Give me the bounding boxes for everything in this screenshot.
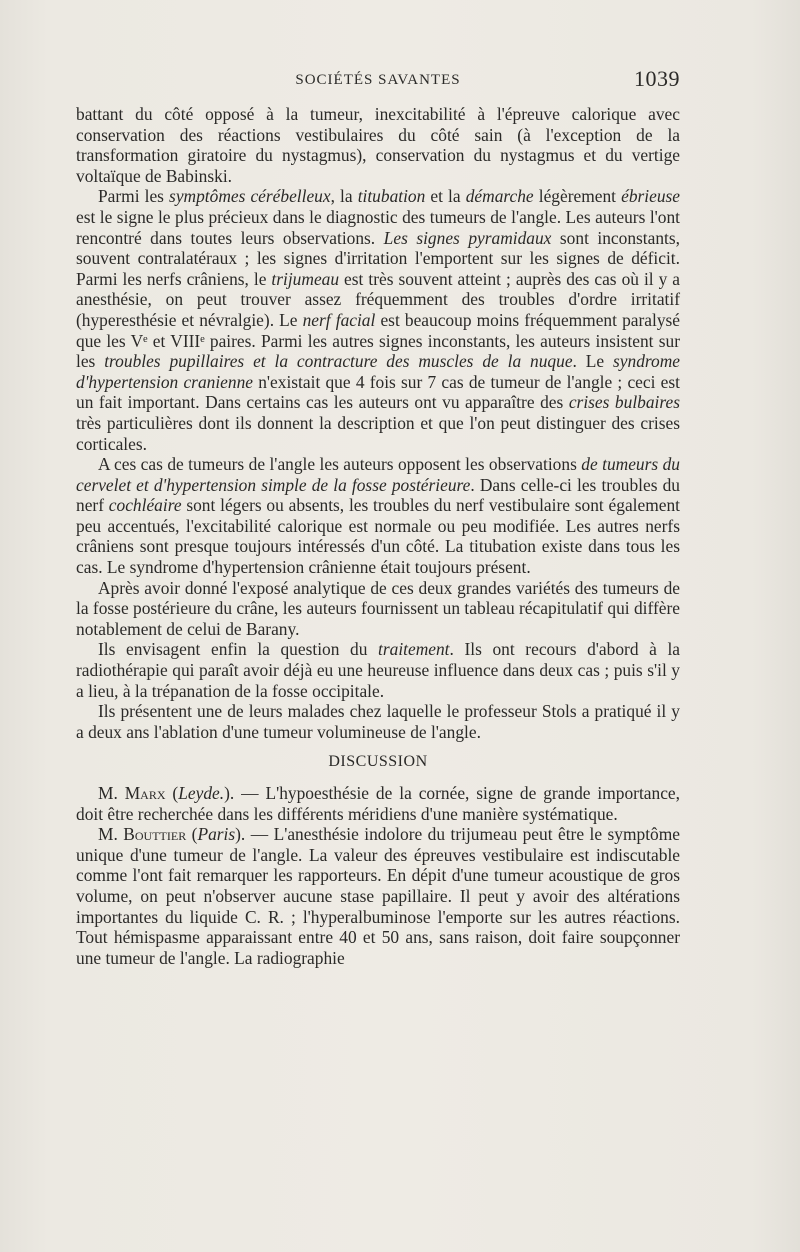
paragraph: M. Bouttier (Paris). — L'anesthésie indolore du trijumeau peut être le symptôme unique d'une tumeur de l'angle. La valeur des épreuves vestibulaire est indiscutable comme l'ont fait remarquer les rapporteurs. En dépit d'une tumeur acoustique de gros volume, on peut n'observer aucune stase papillaire. Il peut y avoir des altérations importantes du liquide C. R. ; l'hyperalbuminose l'emporte sur les autres réactions. Tout hémispasme apparaissant entre 40 et 50 ans, sans raison, doit faire soupçonner une tumeur de l'angle. La radiographie (76, 824, 680, 968)
discussion-heading: DISCUSSION (328, 753, 428, 771)
paragraph: Parmi les symptômes cérébelleux, la titubation et la démarche légèrement ébrieuse est le signe le plus précieux dans le diagnostic des tumeurs de l'angle. Les auteurs l'ont rencontré dans toutes leurs observations. Les signes pyramidaux sont inconstants, souvent contralatéraux ; les signes d'irritation l'emportent sur les signes de déficit. Parmi les nerfs crâniens, le trijumeau est très souvent atteint ; auprès des cas où il y a anesthésie, on peut trouver assez fréquemment des troubles d'ordre irritatif (hyperesthésie et névralgie). Le nerf facial est beaucoup moins fréquemment paralysé que les Vᵉ et VIIIᵉ paires. Parmi les autres signes inconstants, les auteurs insistent sur les troubles pupillaires et la contracture des muscles de la nuque. Le syndrome d'hypertension cranienne n'existait que 4 fois sur 7 cas de tumeur de l'angle ; ceci est un fait important. Dans certains cas les auteurs ont vu apparaître des crises bulbaires très particulières dont ils donnent la description et que l'on peut distinguer des crises corticales. (76, 186, 681, 454)
paragraph: M. Marx (Leyde.). — L'hypoesthésie de la cornée, signe de grande importance, doit être recherchée dans les différents méridiens d'une manière systématique. (76, 783, 681, 824)
paragraph: Après avoir donné l'exposé analytique de ces deux grandes variétés des tumeurs de la fosse postérieure du crâne, les auteurs fournissent un tableau récapitulatif qui diffère notablement de celui de Barany. (76, 577, 680, 639)
running-title: SOCIÉTÉS SAVANTES (295, 72, 461, 88)
paragraph: Ils envisagent enfin la question du traitement. Ils ont recours d'abord à la radiothérapie qui paraît avoir déjà eu une heureuse influence dans deux cas ; puis s'il y a lieu, à la trépanation de la fosse occipitale. (76, 639, 681, 701)
page-header (76, 66, 680, 96)
paragraph: battant du côté opposé à la tumeur, inexcitabilité à l'épreuve calorique avec conservation des réactions vestibulaires du côté sain (à l'exception de la transformation giratoire du nystagmus), conservation du nystagmus et du vertige voltaïque de Babinski. (76, 104, 680, 186)
article-body (76, 104, 680, 968)
paragraph: A ces cas de tumeurs de l'angle les auteurs opposent les observations de tumeurs du cervelet et d'hypertension simple de la fosse postérieure. Dans celle-ci les troubles du nerf cochléaire sont légers ou absents, les troubles du nerf vestibulaire sont également peu accentués, l'excitabilité calorique est normale ou peu modifiée. Les autres nerfs crâniens sont presque toujours intéressés d'un côté. La titubation existe dans tous les cas. Le syndrome d'hypertension crânienne était toujours présent. (76, 454, 680, 578)
page-number: 1039 (634, 66, 680, 91)
paragraph: Ils présentent une de leurs malades chez laquelle le professeur Stols a pratiqué il y a deux ans l'ablation d'une tumeur volumineuse de l'angle. (76, 701, 680, 742)
